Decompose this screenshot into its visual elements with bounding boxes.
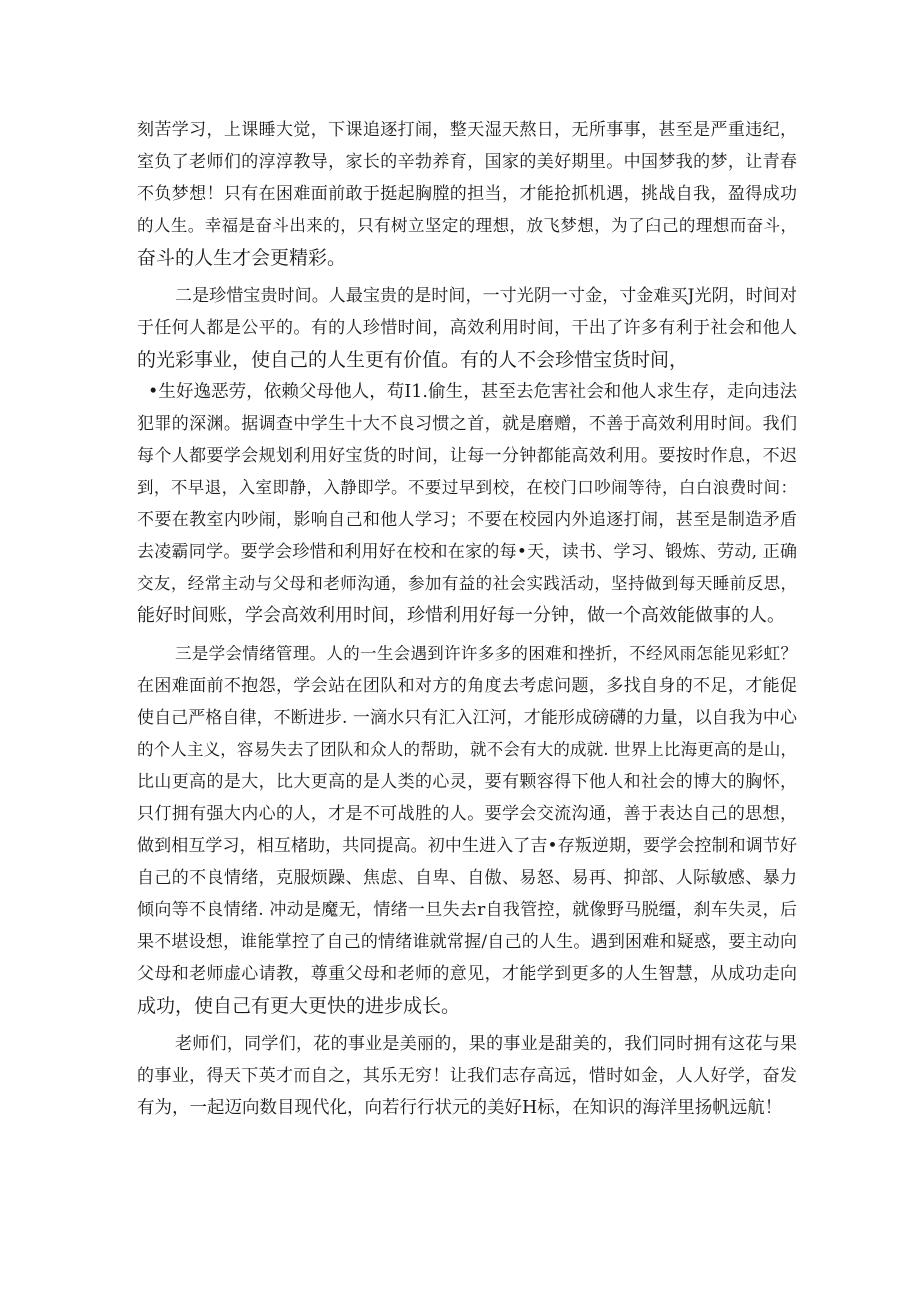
text-line: 到，不早退，入室即静，入静即学。不要过早到校，在校门口吵闹等待，白白浪费时间： [137,478,797,497]
text-line: 做到相互学习，相互楮助，共同提高。初中生进入了吉•存叛逆期，要学会控制和调节好 [137,836,797,856]
text-line: 去凌霸同学。要学会珍惜和利用好在校和在家的每•天，读书、学习、锻炼、劳动, 正确 [137,542,797,562]
text-line: 不要在教室内吵闹，影响自己和他人学习；不要在校园内外追逐打闹，甚至是制造矛盾 [137,510,797,530]
text-line: 自己的不良情绪，克服烦躁、焦虑、自卑、自傲、易怒、易再、抑部、人际敏感、暴力 [137,868,797,888]
text-line: 的光彩事业，使自己的人生更有价值。有的人不会珍惜宝货时间， [137,349,689,371]
text-line: 的个人主义，容易失去了团队和众人的帮助，就不会有大的成就. 世界上比海更高的是山， [137,740,797,759]
text-line: 二是珍惜宝贵时间。人最宝贵的是时间，一寸光阴一寸金，寸金难买J光阴，时间对 [175,286,797,306]
text-line: 犯罪的深渊。据调查中学生十大不良习惯之首，就是磨赠，不善于高效利用时间。我们 [137,414,797,434]
text-line: 的事业，得天下英才而自之，其乐无穷！让我们志存高远，惜时如金，人人好学，奋发 [137,1066,797,1086]
text-line: 老师们，同学们，花的事业是美丽的，果的事业是甜美的，我们同时拥有这花与果 [175,1034,797,1054]
text-line: 成功，使自己有更大更快的进步成长。 [137,995,461,1017]
text-line: 使自己严格自律，不断进步. 一滴水只有汇入江河，才能形成磅礴的力量，以自我为中心 [137,708,797,728]
text-line: 室负了老师们的淳淳教导，家长的辛勃养育，国家的美好期里。中国梦我的梦，让青春 [137,152,797,172]
text-line: 能好时间账，学会高效利用时间，珍惜利用好每一分钟，做一个高效能做事的人。 [137,605,785,626]
text-line: 奋斗的人生才会更精彩。 [137,247,347,269]
text-line: 比山更高的是大，比大更高的是人类的心灵，要有颗容得下他人和社会的博大的胸怀， [137,772,797,792]
text-line: 有为，一起迈向数目现代化，向若行行状元的美好H标，在知识的海洋里扬帆远航！ [137,1098,783,1118]
text-line: 每个人都要学会规划利用好宝货的时间，让每一分钟都能高效利用。要按时作息，不迟 [137,446,797,466]
text-line: •生好逸恶劳，依赖父母他人，苟I1.偷生，甚至去危害社会和他人求生存，走向违法 [148,382,797,402]
text-line: 倾向等不良情绪. 冲动是魔无，情绪一旦失去r自我管控，就像野马脱缰，刹车失灵，后 [137,900,797,920]
text-line: 三是学会情绪管理。人的一生会遇到许许多多的困难和挫折，不经风雨怎能见彩虹？ [175,644,797,663]
text-line: 交友，经常主动与父母和老师沟通，参加有益的社会实践活动，坚持做到每天睡前反思， [137,574,797,593]
text-line: 果不堪设想，谁能掌控了自己的情绪谁就常握/自己的人生。遇到困难和疑惑，要主动向 [137,932,797,952]
text-line: 在困难面前不抱怨，学会站在团队和对方的角度去考虑问题，多找自身的不足，才能促 [137,676,797,696]
text-line: 的人生。幸福是奋斗出来的，只有树立坚定的理想，放飞梦想，为了臼己的理想而奋斗， [137,216,797,235]
text-line: 于任何人都是公平的。有的人珍惜时间，高效利用时间，干出了许多有利于社会和他人 [137,318,797,338]
text-line: 刻苦学习，上课睡大觉，下课追逐打闹，整天湿天熬日，无所事事，甚至是严重违纪， [137,120,797,140]
text-line: 父母和老师虚心请教，尊重父母和老师的意见，才能学到更多的人生智慧，从成功走向 [137,964,797,984]
text-line: 只仃拥有强大内心的人，才是不可战胜的人。要学会交流沟通，善于表达自己的思想， [137,804,797,824]
text-line: 不负梦想！只有在困难面前敢于挺起胸膛的担当，才能抢抓机遇，挑战自我，盈得成功 [137,184,797,204]
